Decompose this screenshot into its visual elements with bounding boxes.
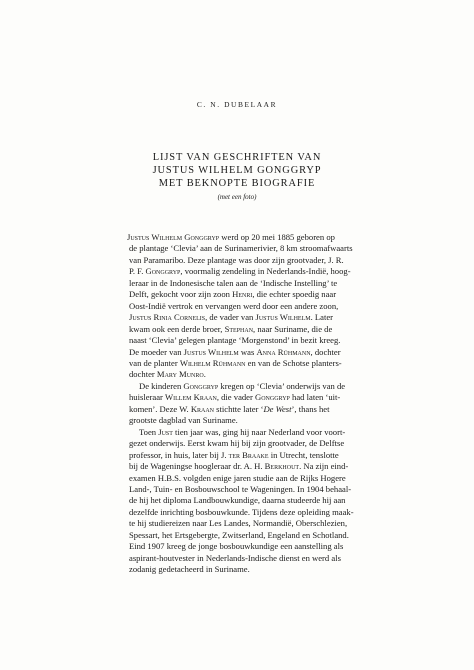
text-run: Toen xyxy=(139,426,159,437)
article-title xyxy=(0,151,474,190)
text-run: De moeder van xyxy=(129,346,184,357)
person-name: Justus Rinia Cornelis xyxy=(129,312,206,323)
text-run: De kinderen xyxy=(139,380,184,391)
person-name: Stephan xyxy=(224,323,254,334)
person-name: Henri xyxy=(232,289,253,300)
text-line: de plantage ‘Clevia’ aan de Surinamerivier, 8 km stroomafwaarts xyxy=(129,243,353,254)
text-line xyxy=(129,450,474,461)
person-name: Mary Munro xyxy=(156,369,204,380)
text-run: . Later xyxy=(310,312,334,323)
text-run: bij de Wageningse hoogleraar dr. A. H. xyxy=(129,461,265,472)
text-run: was xyxy=(238,346,257,357)
person-name: Just xyxy=(158,426,173,437)
person-name: Willem Kraan xyxy=(165,392,217,403)
person-name: Wilhelm Rühmann xyxy=(179,357,246,368)
text-line: zodanig gedetacheerd in Suriname. xyxy=(129,564,250,575)
person-name: Kraan xyxy=(190,403,215,414)
text-run: dochter xyxy=(129,369,157,380)
person-name: Gonggryp xyxy=(255,392,290,403)
text-line: Land-, Tuin- en Bosbouwschool te Wageningen. In 1904 behaal- xyxy=(129,483,352,494)
text-run: , de vader van xyxy=(205,312,256,323)
text-line xyxy=(129,392,474,403)
paragraph-2 xyxy=(129,381,474,427)
title-line: JUSTUS WILHELM GONGGRYP xyxy=(152,165,322,176)
text-line: Spessart, het Ertsgebergte, Zwitserland, Engeland en Schotland. xyxy=(129,529,349,540)
text-run: in Utrecht, tenslotte xyxy=(268,449,339,460)
text-line xyxy=(129,232,474,243)
text-line xyxy=(129,289,474,300)
text-line xyxy=(129,358,474,369)
paragraph-1 xyxy=(129,232,474,381)
text-run: , die vader xyxy=(216,392,256,403)
text-line xyxy=(129,324,474,335)
text-line: examen H.B.S. volgden enige jaren studie aan de Rijks Hogere xyxy=(129,472,346,483)
text-line xyxy=(129,369,474,380)
text-line xyxy=(129,347,474,358)
text-run: ’, thans het xyxy=(291,403,330,414)
text-run: . Na zijn eind- xyxy=(299,461,349,472)
text-line: van Paramaribo. Deze plantage was door zijn grootvader, J. R. xyxy=(129,254,344,265)
text-line xyxy=(129,461,474,472)
person-name: Gonggryp xyxy=(145,266,181,277)
text-line: aspirant-houtvester in Nederlands-Indische dienst en werd als xyxy=(129,552,341,563)
text-line xyxy=(129,427,474,438)
text-run: , die echter spoedig naar xyxy=(252,289,337,300)
text-line xyxy=(129,266,474,277)
text-run: P. F. xyxy=(129,266,146,277)
text-run: stichtte later ‘ xyxy=(214,403,264,414)
text-line: leraar in de Indonesische talen aan de ‘Indische Instelling’ te xyxy=(129,277,338,288)
title-line: MET BEKNOPTE BIOGRAFIE xyxy=(158,178,316,189)
text-line xyxy=(129,381,474,392)
newspaper-title: De West xyxy=(263,403,292,414)
text-run: . xyxy=(203,369,206,380)
text-run: had laten ‘uit- xyxy=(289,392,341,403)
text-line: Oost-Indië vertrok en vervangen werd door een andere zoon, xyxy=(129,300,339,311)
author-heading: C. N. DUBELAAR xyxy=(196,100,278,109)
article-subtitle: (met een foto) xyxy=(217,193,257,201)
text-line: te hij studiereizen naar Les Landes, Normandië, Oberschlezien, xyxy=(129,518,348,529)
text-line xyxy=(129,312,474,323)
article-body xyxy=(129,232,474,576)
person-name: ter Braake xyxy=(228,449,269,460)
text-run: huisleraar xyxy=(129,392,166,403)
text-run: , dochter xyxy=(310,346,341,357)
text-run: Delft, gekocht voor zijn zoon xyxy=(129,289,233,300)
text-run: komen’. Deze W. xyxy=(129,403,191,414)
text-line: naast ‘Clevia’ gelegen plantage ‘Morgenstond’ in bezit kreeg. xyxy=(129,335,341,346)
text-run: , naar Suriname, die de xyxy=(253,323,333,334)
text-line: dezelfde inrichting bosbouwkunde. Tijdens deze opleiding maak- xyxy=(129,506,354,517)
text-run: , voormalig zendeling in Nederlands-Indië, hoog- xyxy=(180,266,351,277)
text-run: werd op 20 mei 1885 geboren op xyxy=(219,232,335,242)
text-line: de hij het diploma Landbouwkundige, daarna studeerde hij aan xyxy=(129,495,346,506)
person-name: Justus Wilhelm Gonggryp xyxy=(127,232,220,242)
person-name: Gonggryp xyxy=(183,380,219,391)
person-name: Anna Rühmann xyxy=(256,346,311,357)
text-run: kregen op ‘Clevia’ onderwijs van de xyxy=(218,380,346,391)
text-line: Eind 1907 kreeg de jonge bosbouwkundige een aanstelling als xyxy=(129,541,344,552)
text-run: van de planter xyxy=(129,357,180,368)
paragraph-3 xyxy=(129,427,474,576)
text-run: en van de Schotse planters- xyxy=(245,357,342,368)
text-run: tien jaar was, ging hij naar Nederland voor voort- xyxy=(172,426,346,437)
text-line xyxy=(129,404,474,415)
person-name: Justus Wilhelm xyxy=(255,312,311,323)
person-name: Justus Wilhelm xyxy=(183,346,239,357)
text-line: gezet onderwijs. Eerst kwam hij bij zijn grootvader, de Delftse xyxy=(129,438,345,449)
text-line: grootste dagblad van Suriname. xyxy=(129,415,238,426)
text-run: professor, in huis, later bij J. xyxy=(129,449,229,460)
title-line: LIJST VAN GESCHRIFTEN VAN xyxy=(152,152,322,163)
person-name: Berkhout xyxy=(264,461,300,472)
text-run: kwam ook een derde broer, xyxy=(129,323,225,334)
